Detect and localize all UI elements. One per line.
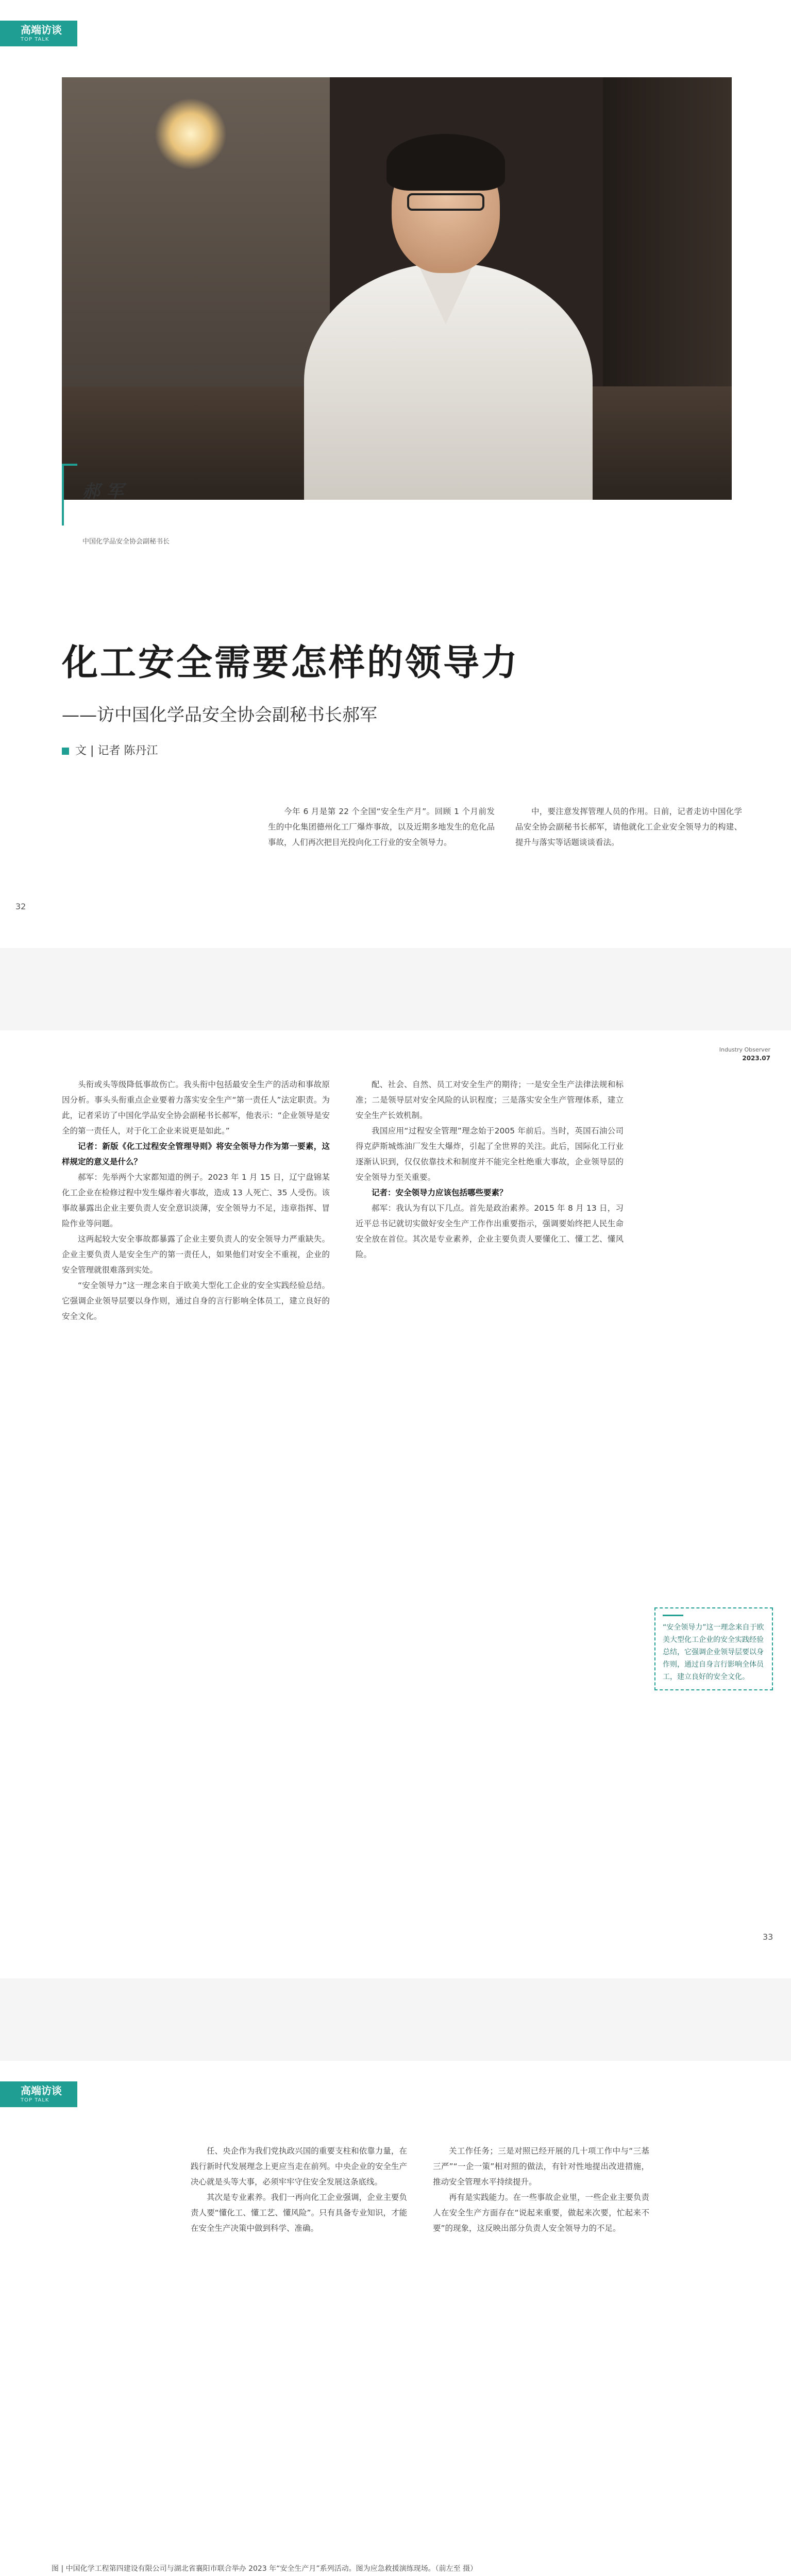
section-tab-en: TOP TALK [21, 2097, 49, 2103]
paragraph: 任、央企作为我们党执政兴国的重要支柱和依靠力量，在践行新时代发展理念上更应当走在前列。中央企业的安全生产决心就是头等大事，必须牢牢守住安全发展这条底线。 [191, 2146, 407, 2187]
article-subtitle: ——访中国化学品安全协会副秘书长郝军 [62, 705, 377, 725]
section-tab-en: TOP TALK [21, 37, 49, 42]
article-title: 化工安全需要怎样的领导力 [62, 641, 519, 684]
page1-column-left [268, 804, 495, 850]
paragraph: 郝军：先举两个大家都知道的例子。2023 年 1 月 15 日，辽宁盘锦某化工企业在检修过程中发生爆炸着火事故，造成 13 人死亡、35 人受伤。该事故暴露出企业主要负责人安全意识淡薄，安全领导力不足，违章指挥、冒险作业等问题。 [62, 1173, 330, 1228]
pull-quote-rule [663, 1615, 683, 1616]
section-tab [0, 2081, 77, 2107]
photo-caption: 图 | 中国化学工程第四建设有限公司与湖北省襄阳市联合举办 2023 年“安全生产月”系列活动。图为应急救援演练现场。（前左至 摄） [52, 2565, 478, 2573]
paragraph: 其次是专业素养。我们一再向化工企业强调，企业主要负责人要“懂化工、懂工艺、懂风险”。只有具备专业知识，才能在安全生产决策中做到科学、准确。 [191, 2193, 407, 2233]
edge-label-line1: Industry Observer [719, 1046, 770, 1053]
article-byline [62, 742, 158, 758]
question: 记者：新版《化工过程安全管理导则》将安全领导力作为第一要素，这样规定的意义是什么？ [62, 1142, 330, 1166]
byline-text: 文 | 记者 陈丹江 [75, 744, 158, 757]
paragraph: 再有是实践能力。在一些事故企业里，一些企业主要负责人在安全生产方面存在“说起来重要，做起来次要，忙起来不要”的现象，这反映出部分负责人安全领导力的不足。 [433, 2193, 649, 2233]
byline-square-icon [62, 748, 69, 755]
interviewee-name: 郝 军 [82, 481, 124, 502]
page3-column-right [433, 2143, 649, 2236]
paragraph: 配、社会、自然、员工对安全生产的期待；一是安全生产法律法规和标准；二是领导层对安全风险的认识程度；三是落实安全生产管理体系，建立安全生产长效机制。 [356, 1080, 624, 1120]
page-two [0, 1030, 791, 2009]
page2-column-left [62, 1077, 330, 1324]
interviewee-photo [62, 77, 732, 500]
edge-label [719, 1046, 770, 1062]
paragraph: 这两起较大安全事故都暴露了企业主要负责人的安全领导力严重缺失。企业主要负责人是安全生产的第一责任人，如果他们对安全不重视，企业的安全管理就很难落到实处。 [62, 1234, 330, 1275]
paragraph: 关工作任务；三是对照已经开展的几十项工作中与“三基三严”“一企一策”相对照的做法，有针对性地提出改进措施，推动安全管理水平持续提升。 [433, 2146, 649, 2187]
page-three [0, 2061, 791, 2576]
page-one [0, 0, 791, 948]
interviewee-namecard [62, 464, 196, 577]
pull-quote-text: “安全领导力”这一理念来自于欧美大型化工企业的安全实践经验总结，它强调企业领导层要以身作则，通过自身言行影响全体员工，建立良好的安全文化。 [663, 1623, 764, 1681]
section-tab [0, 21, 77, 46]
page3-column-left [191, 2143, 407, 2236]
interviewee-title: 中国化学品安全协会副秘书长 [82, 538, 170, 546]
paragraph: “安全领导力”这一理念来自于欧美大型化工企业的安全实践经验总结。它强调企业领导层要以身作则，通过自身的言行影响全体员工，建立良好的安全文化。 [62, 1281, 330, 1321]
page1-paragraph: 今年 6 月是第 22 个全国“安全生产月”。回顾 1 个月前发生的中化集团德州化工厂爆炸事故，以及近期多地发生的危化品事故，人们再次把目光投向化工行业的安全领导力。 [268, 807, 495, 847]
page-separator [0, 948, 791, 1030]
paragraph: 头衔或头等级降低事故伤亡。我头衔中包括最安全生产的活动和事故原因分析。事头头衔重点企业要着力落实安全生产“第一责任人”法定职责。为此，记者采访了中国化学品安全协会副秘书长郝军，他表示：“企业领导是安全的第一责任人，对于化工企业来说更是如此。” [62, 1080, 330, 1136]
question: 记者：安全领导力应该包括哪些要素？ [372, 1188, 508, 1197]
paragraph: 郝军：我认为有以下几点。首先是政治素养。2015 年 8 月 13 日，习近平总书记就切实做好安全生产工作作出重要指示，强调要始终把人民生命安全放在首位。其次是专业素养，企业主要负责人要懂化工、懂工艺、懂风险。 [356, 1204, 624, 1259]
page-separator [0, 1978, 791, 2061]
namecard-bracket [62, 464, 77, 526]
page-number: 33 [763, 1932, 773, 1942]
paragraph: 我国应用“过程安全管理”理念始于2005 年前后。当时，英国石油公司得克萨斯城炼油厂发生大爆炸，引起了全世界的关注。此后，国际化工行业逐渐认识到，仅仅依靠技术和制度并不能完全杜绝重大事故，企业领导层的安全领导力至关重要。 [356, 1126, 624, 1182]
section-tab-cn: 高端访谈 [21, 24, 62, 36]
edge-label-line2: 2023.07 [742, 1055, 770, 1062]
page-number: 32 [15, 902, 26, 911]
page1-paragraph: 中，要注意发挥管理人员的作用。日前，记者走访中国化学品安全协会副秘书长郝军，请他就化工企业安全领导力的构建、提升与落实等话题谈谈看法。 [515, 807, 742, 847]
page2-column-right [356, 1077, 624, 1262]
pull-quote [654, 1607, 773, 1690]
section-tab-cn: 高端访谈 [21, 2084, 62, 2097]
page1-column-right [515, 804, 742, 850]
